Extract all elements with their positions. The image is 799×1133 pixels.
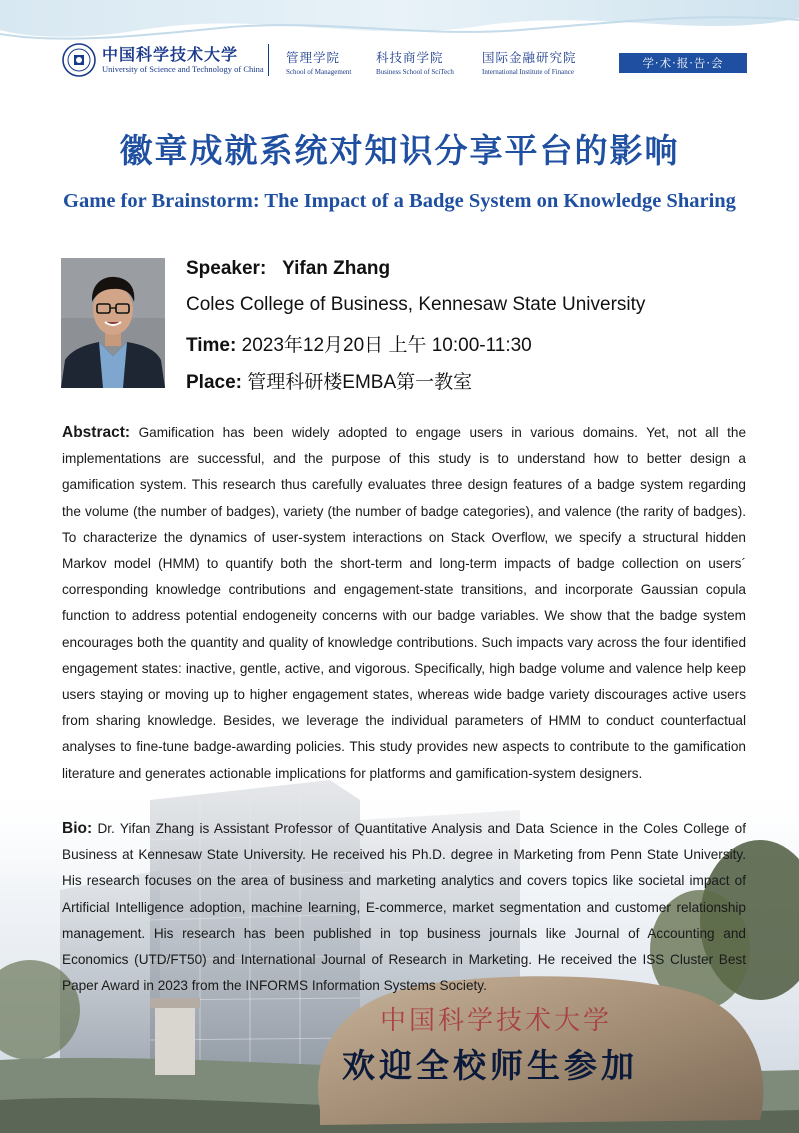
header-divider — [268, 44, 269, 76]
speaker-portrait-icon — [61, 258, 165, 388]
school-name-cn: 管理学院 — [286, 50, 341, 65]
time-line — [186, 330, 532, 357]
bio-text: Dr. Yifan Zhang is Assistant Professor of Quantitative Analysis and Data Science in the Coles College of Business at Kennesaw State University. He received his Ph.D. degree in Marketing from Penn State University. His research focuses on the area of business and marketing analytics and covers topics like societal impact of Artificial Intelligence adoption, machine learning, E-commerce, market segmentation and customer relationship management. His research has been published in top business journals like Journal of Accounting and Economics (UTD/FT50) and International Journal of Research in Marketing. He received the ISS Cluster Best Paper Award in 2023 from the INFORMS Information Systems Society. — [62, 821, 747, 994]
speaker-photo — [61, 258, 165, 388]
university-seal-icon — [62, 43, 96, 77]
abstract-section — [62, 420, 746, 787]
school-finance — [482, 48, 577, 76]
time-label: Time: — [186, 335, 237, 356]
university-name-en: University of Science and Technology of China — [102, 64, 264, 74]
place-label: Place: — [186, 372, 242, 393]
page-title-en: Game for Brainstorm: The Impact of a Badge System on Knowledge Sharing — [63, 190, 736, 212]
page-title-cn: 徽章成就系统对知识分享平台的影响 — [119, 131, 680, 170]
school-name-en: Business School of SciTech — [376, 68, 454, 76]
university-name-cn: 中国科学技术大学 — [102, 45, 239, 64]
school-name-cn: 科技商学院 — [376, 50, 444, 65]
bio-label: Bio: — [62, 820, 93, 837]
place-value: 管理科研楼EMBA第一教室 — [247, 372, 473, 393]
school-scitech — [376, 48, 454, 76]
place-line — [186, 367, 472, 394]
seminar-badge: 学·术·报·告·会 — [619, 53, 747, 73]
school-name-en: International Institute of Finance — [482, 68, 574, 76]
bio-section — [62, 816, 746, 999]
speaker-label: Speaker: — [186, 258, 267, 279]
speaker-name: Yifan Zhang — [282, 258, 391, 279]
school-management — [286, 48, 351, 76]
speaker-affiliation: Coles College of Business, Kennesaw State University — [186, 294, 646, 315]
speaker-line — [186, 258, 390, 280]
abstract-label: Abstract: — [62, 424, 131, 441]
school-name-en: School of Management — [286, 68, 352, 76]
school-name-cn: 国际金融研究院 — [482, 50, 577, 65]
stone-inscription: 中国科学技术大学 — [380, 1006, 613, 1036]
abstract-text: Gamification has been widely adopted to engage users in various domains. Yet, not all the implementations are successful, and the purpose of this study is to understand how to better design a gamification system. This research thus carefully evaluates three design features of a badge system regarding the volume (the number of badges), variety (the number of badge categories), and valence (the rarity of badges). To characterize the dynamics of user-system interactions on Stack Overflow, we specify a structural hidden Markov model (HMM) to quantify both the short-term and long-term impacts of badge collection on users´ corresponding knowledge contributions and engagement-state transitions, and incorporate Gaussian copula function to address potential endogeneity concerns with our badge variables. We show that the badge system encourages both the quantity and quality of knowledge contributions. Such impacts vary across the four identified engagement states: inactive, gentle, active, and vigorous. Specifically, high badge volume and valence help keep users staying or moving up to higher engagement states, whereas wide badge variety discourages active users from sharing knowledge. Besides, we leverage the individual parameters of HMM to conduct counterfactual analyses to fine-tune badge-awarding policies. This study provides new aspects to contribute to the gamification literature and generates actionable implications for platforms and gamification-system designers. — [62, 425, 747, 781]
header-bar — [62, 40, 752, 80]
time-value: 2023年12月20日 上午 10:00-11:30 — [241, 335, 532, 356]
welcome-slogan: 欢迎全校师生参加 — [342, 1046, 638, 1085]
